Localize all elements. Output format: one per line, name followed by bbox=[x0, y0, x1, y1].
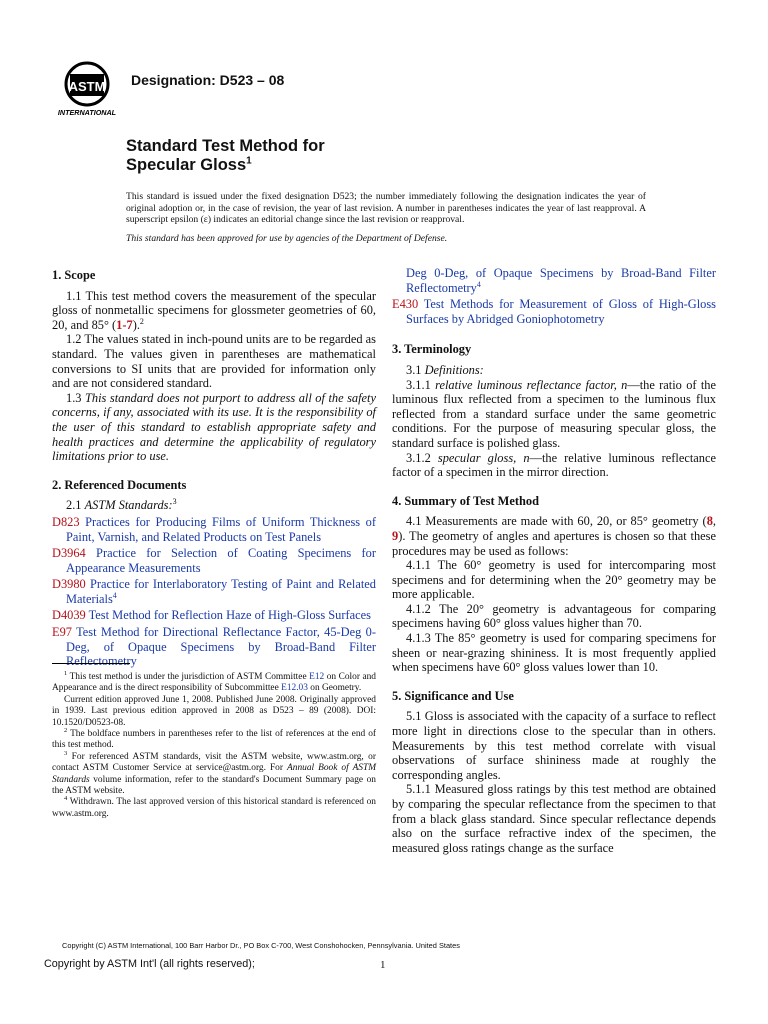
paragraph-2-1: 2.1 ASTM Standards:$^3$ bbox=[66, 497, 177, 513]
footnotes bbox=[52, 669, 377, 820]
reference-code-link[interactable]: D823 bbox=[52, 514, 80, 529]
reference-code-link[interactable]: E97 bbox=[52, 625, 72, 640]
reference-title-link[interactable]: Deg 0-Deg, of Opaque Specimens by Broad-Band Filter Reflectometry bbox=[406, 266, 716, 295]
reference-code-link[interactable]: E430 bbox=[392, 297, 419, 312]
reference-code-link[interactable]: D3980 bbox=[52, 577, 86, 592]
title-line-1: Standard Test Method for bbox=[126, 137, 325, 155]
designation: Designation: D523 – 08 bbox=[131, 72, 285, 88]
paragraph-5-1: 5.1 Gloss is associated with the capacity of a surface to reflect more light in directions close to the specular than in others. Measurements by this test method correlate with visual observations of surface shininess made at roughly the corresponding angles. bbox=[392, 709, 716, 782]
paragraph-5-1-1: 5.1.1 Measured gloss ratings by this test method are obtained by comparing the specular reflectance from the specimen to that from a black glass standard. Since specular reflectance depends also on the surface refractive index of the specimen, the measured gloss ratings change as the surface bbox=[392, 782, 716, 855]
section-heading-terminology: 3. Terminology bbox=[392, 342, 472, 357]
reference-title-link[interactable]: Practice for Interlaboratory Testing of Paint and Related Materials bbox=[66, 577, 376, 606]
section-heading-scope: 1. Scope bbox=[52, 268, 96, 282]
committee-link[interactable]: E12 bbox=[309, 672, 325, 682]
paragraph-3-1-1: 3.1.1 relative luminous reflectance factor, n—the ratio of the luminous flux reflected from a specimen to the luminous flux reflected from a standard surface under the same geometric conditions. For the purpose of measuring specular gloss, the standard surface is polished glass. bbox=[392, 377, 716, 450]
reference-title-link[interactable]: Practices for Producing Films of Uniform Thickness of Paint, Varnish, and Related Products on Test Panels bbox=[66, 514, 376, 544]
svg-text:INTERNATIONAL: INTERNATIONAL bbox=[57, 108, 117, 117]
reference-title-link[interactable]: Test Methods for Measurement of Gloss of High-Gloss Surfaces by Abridged Goniophotometry bbox=[406, 297, 716, 326]
title-line-2: Specular Gloss$^1$ bbox=[126, 155, 252, 174]
footnote-3: $^3$ For referenced ASTM standards, visit the ASTM website, www.astm.org, or contact ASTM Customer Service at service@astm.org. For Annual Book of ASTM Standards volume information, refer to the standard's Document Summary page on the ASTM website. bbox=[52, 749, 377, 797]
reference-link[interactable]: 1-7 bbox=[116, 317, 133, 332]
section-heading-referenced-documents: 2. Referenced Documents bbox=[52, 477, 187, 492]
reference-code-link[interactable]: D4039 bbox=[52, 608, 86, 623]
issue-note: This standard is issued under the fixed designation D523; the number immediately following the designation indicates the year of original adoption or, in the case of revision, the year of last revision. A number in parentheses indicates the year of last reapproval. A superscript epsilon (ε) indicates an editorial change since the last revision or reapproval. bbox=[126, 191, 646, 225]
reference-title-link[interactable]: Test Method for Directional Reflectance Factor, 45-Deg 0-Deg, of Opaque Specimens by Broad-Band Filter Reflectometry bbox=[66, 625, 376, 669]
dod-approval-note: This standard has been approved for use by agencies of the Department of Defense. bbox=[126, 233, 448, 244]
title-footnote-mark: 1 bbox=[246, 155, 252, 167]
paragraph-4-1-3: 4.1.3 The 85° geometry is used for comparing specimens for sheen or near-grazing shininess. It is most frequently applied when specimens have 60° gloss values lower than 10. bbox=[392, 631, 716, 675]
copyright-notice: Copyright by ASTM Int'l (all rights reserved); bbox=[44, 958, 255, 970]
paragraph-4-1: 4.1 Measurements are made with 60, 20, or 85° geometry (8, 9). The geometry of angles and apertures is chosen so that these procedures may be used as follows: bbox=[392, 514, 716, 558]
reference-item[interactable] bbox=[52, 625, 376, 669]
footnote-1: $^1$ This test method is under the jurisdiction of ASTM Committee E12 on Color and Appearance and is the direct responsibility of Subcommittee E12.03 on Geometry. bbox=[52, 669, 376, 694]
reference-title-link[interactable]: Test Method for Reflection Haze of High-Gloss Surfaces bbox=[88, 608, 371, 623]
copyright-line: Copyright (C) ASTM International, 100 Barr Harbor Dr., PO Box C-700, West Conshohocken, Pennsylvania. United States bbox=[62, 941, 460, 950]
paragraph-1-2: 1.2 The values stated in inch-pound units are to be regarded as standard. The values given in parentheses are mathematical conversions to SI units that are provided for information only and are not considered standard. bbox=[52, 332, 376, 391]
paragraph-4-1-2: 4.1.2 The 20° geometry is advantageous for comparing specimens having 60° gloss values higher than 70. bbox=[392, 601, 716, 631]
paragraph-3-1: 3.1 Definitions: bbox=[406, 362, 484, 377]
right-column bbox=[392, 266, 716, 855]
footnote-2: $^2$ The boldface numbers in parentheses refer to the list of references at the end of this test method. bbox=[52, 726, 376, 751]
footnote-rule bbox=[52, 663, 130, 664]
section-heading-summary: 4. Summary of Test Method bbox=[392, 493, 539, 508]
footnote-4: $^4$ Withdrawn. The last approved version of this historical standard is referenced on www.astm.org. bbox=[52, 795, 376, 819]
reference-item[interactable] bbox=[52, 546, 376, 575]
footnote-1-edition: Current edition approved June 1, 2008. Published June 2008. Originally approved in 1939. Last previous edition approved in 2008 as D523 – 89 (2008). DOI: 10.1520/D0523-08. bbox=[52, 694, 376, 728]
left-column bbox=[52, 266, 376, 669]
paragraph-1-3: 1.3 This standard does not purport to address all of the safety concerns, if any, associated with its use. It is the responsibility of the user of this standard to establish appropriate safety and health practices and determine the applicability of regulatory limitations prior to use. bbox=[52, 390, 376, 464]
document-title bbox=[126, 137, 325, 175]
subcommittee-link[interactable]: E12.03 bbox=[281, 683, 308, 694]
paragraph-3-1-2: 3.1.2 specular gloss, n—the relative luminous reflectance factor of a specimen in the mirror direction. bbox=[392, 450, 716, 480]
reference-item[interactable]: D3980 Practice for Interlaboratory Testing of Paint and Related Materials$^4$ bbox=[52, 577, 376, 606]
paragraph-4-1-1: 4.1.1 The 60° geometry is used for intercomparing most specimens and for determining when the 20° geometry may be more applicable. bbox=[392, 558, 716, 602]
reference-title-link[interactable]: Practice for Selection of Coating Specimens for Appearance Measurements bbox=[66, 546, 376, 575]
reference-code-link[interactable]: D3964 bbox=[52, 546, 86, 561]
reference-link[interactable]: 9 bbox=[392, 528, 399, 543]
reference-link[interactable]: 8 bbox=[706, 514, 713, 529]
paragraph-1-1: 1.1 This test method covers the measurement of the specular gloss of nonmetallic specimens for glossmeter geometries of 60, 20, and 85° (1-7).$^2$ bbox=[52, 288, 376, 332]
svg-text:ASTM: ASTM bbox=[68, 79, 106, 94]
page-number: 1 bbox=[380, 959, 386, 971]
section-heading-significance: 5. Significance and Use bbox=[392, 688, 514, 703]
reference-item[interactable] bbox=[52, 515, 376, 544]
reference-item[interactable] bbox=[392, 297, 716, 326]
reference-item[interactable] bbox=[52, 608, 376, 623]
reference-item-continued[interactable]: Deg 0-Deg, of Opaque Specimens by Broad-Band Filter Reflectometry$^4$ bbox=[406, 266, 716, 295]
astm-logo bbox=[54, 60, 120, 118]
